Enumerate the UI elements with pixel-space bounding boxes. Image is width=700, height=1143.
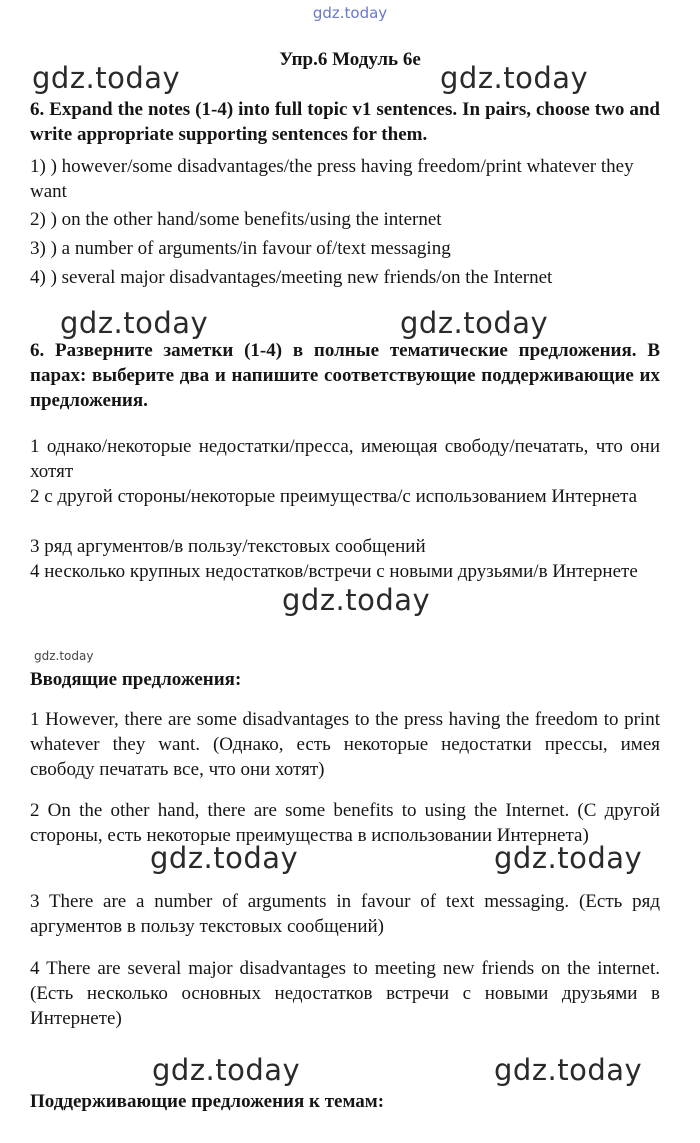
task-ru-item: 4 несколько крупных недостатков/встречи с новыми друзьями/в Интернете [30,561,638,582]
task-en-instruction: 6. Expand the notes (1-4) into full topic v1 sentences. In pairs, choose two and write appropriate supporting sentences for them. [30,99,660,145]
intro-heading: Вводящие предложения: [30,669,242,690]
watermark: gdz.today [152,1053,301,1087]
watermark: gdz.today [440,61,589,95]
task-en-item: 1) ) however/some disadvantages/the press having freedom/print whatever they want [30,156,634,202]
watermark: gdz.today [494,841,643,875]
task-en-item: 2) ) on the other hand/some benefits/using the internet [30,209,442,230]
watermark: gdz.today [150,841,299,875]
watermark: gdz.today [400,306,549,340]
watermark: gdz.today [494,1053,643,1087]
intro-sentence: 1 However, there are some disadvantages to the press having the freedom to print whatever they want. (Однако, есть некоторые недостатки прессы, имея свободу печатать все, что они хотят) [30,709,660,780]
task-ru-instruction: 6. Разверните заметки (1-4) в полные тематические предложения. В парах: выберите два и напишите соответствующие поддерживающие их предложения. [30,340,660,411]
task-ru-item: 1 однако/некоторые недостатки/пресса, имеющая свободу/печатать, что они хотят [30,436,660,482]
task-ru-item: 2 с другой стороны/некоторые преимущества/с использованием Интернета [30,486,638,507]
intro-sentence: 2 On the other hand, there are some benefits to using the Internet. (С другой стороны, есть некоторые преимущества в использовании Интернета) [30,800,660,846]
task-ru-item: 3 ряд аргументов/в пользу/текстовых сообщений [30,536,426,557]
watermark: gdz.today [282,583,431,617]
watermark: gdz.today [60,306,209,340]
supporting-heading: Поддерживающие предложения к темам: [30,1091,385,1112]
watermark-small: gdz.today [34,649,94,663]
watermark: gdz.today [32,61,181,95]
page-title: Упр.6 Модуль 6е [279,49,421,70]
watermark-top: gdz.today [312,4,388,22]
task-en-item: 4) ) several major disadvantages/meeting new friends/on the Internet [30,267,553,288]
task-en-item: 3) ) a number of arguments/in favour of/text messaging [30,238,451,259]
intro-sentence: 3 There are a number of arguments in favour of text messaging. (Есть ряд аргументов в пользу текстовых сообщений) [30,891,660,937]
intro-sentence: 4 There are several major disadvantages to meeting new friends on the internet. (Есть несколько основных недостатков встречи с новыми друзьями в Интернете) [30,958,660,1029]
